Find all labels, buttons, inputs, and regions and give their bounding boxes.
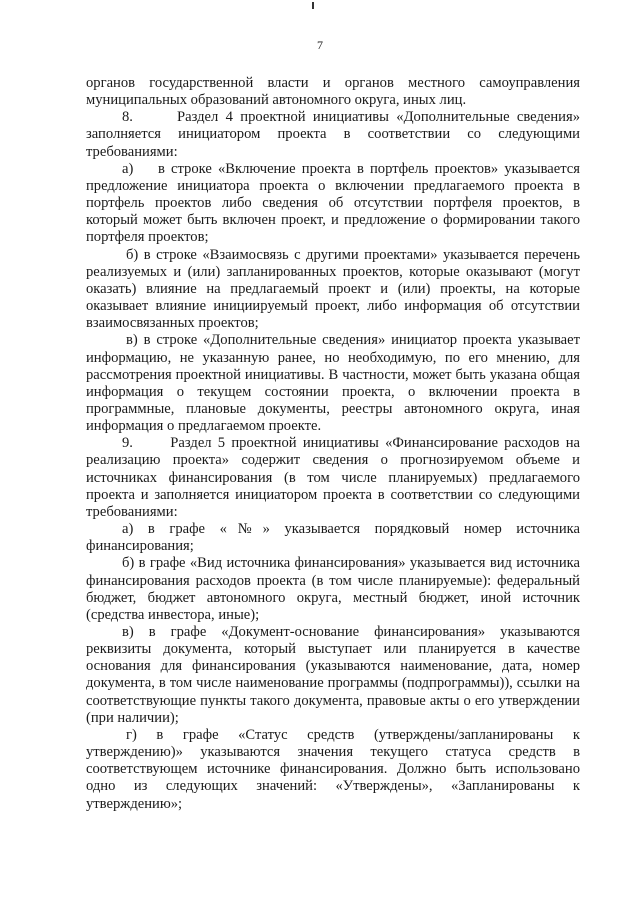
- paragraph: в) в графе «Документ-основание финансирования» указываются реквизиты документа, который выступает или планируется в качестве основания для финансирования (указываются наименование, дата, номер документа, в том числе наименование программы (подпрограммы)), ссылки на соответствующие пункты такого документа, правовые акты о его утверждении (при наличии);: [86, 624, 580, 726]
- paragraph: а) в строке «Включение проекта в портфель проектов» указывается предложение инициатора проекта о включении предлагаемого проекта в портфель проектов либо сведения об отсутствии портфеля проектов, в который может быть включен проект, и предложение о формировании такого портфеля проектов;: [86, 160, 580, 246]
- scan-mark: [312, 2, 314, 9]
- paragraph: б) в графе «Вид источника финансирования» указывается вид источника финансирования расходов проекта (в том числе планируемые): федеральный бюджет, бюджет автономного округа, местный бюджет, иной источник (средства инвестора, иные);: [86, 555, 580, 623]
- paragraph: органов государственной власти и органов местного самоуправления муниципальных образований автономного округа, иных лиц.: [86, 75, 580, 109]
- page-number: 7: [317, 38, 323, 52]
- paragraph: в) в строке «Дополнительные сведения» инициатор проекта указывает информацию, не указанную ранее, но необходимую, по его мнению, для рассмотрения проектной инициативы. В частности, может быть указана общая информация о текущем состоянии проекта, о включении проекта в программные, плановые документы, реестры автономного округа, иная информация о предлагаемом проекте.: [86, 332, 580, 435]
- paragraph: 9. Раздел 5 проектной инициативы «Финансирование расходов на реализацию проекта» содержит сведения о прогнозируемом объеме и источниках финансирования (в том числе планируемых) предлагаемого проекта и заполняется инициатором проекта в соответствии со следующими требованиями:: [86, 435, 580, 520]
- paragraph: а) в графе «№» указывается порядковый номер источника финансирования;: [86, 521, 580, 555]
- body-text: [86, 75, 580, 813]
- paragraph: 8. Раздел 4 проектной инициативы «Дополнительные сведения» заполняется инициатором проекта в соответствии со следующими требованиями:: [86, 109, 580, 160]
- paragraph: б) в строке «Взаимосвязь с другими проектами» указывается перечень реализуемых и (или) запланированных проектов, которые оказывают (могут оказать) влияние на предлагаемый проект и (или) проекты, на которые оказывает влияние инициируемый проект, либо информация об отсутствии взаимосвязанных проектов;: [86, 246, 580, 332]
- paragraph: г) в графе «Статус средств (утверждены/запланированы к утверждению)» указываются значения текущего статуса средств в соответствующем источнике финансирования. Должно быть использовано одно из следующих значений: «Утверждены», «Запланированы к утверждению»;: [86, 726, 580, 812]
